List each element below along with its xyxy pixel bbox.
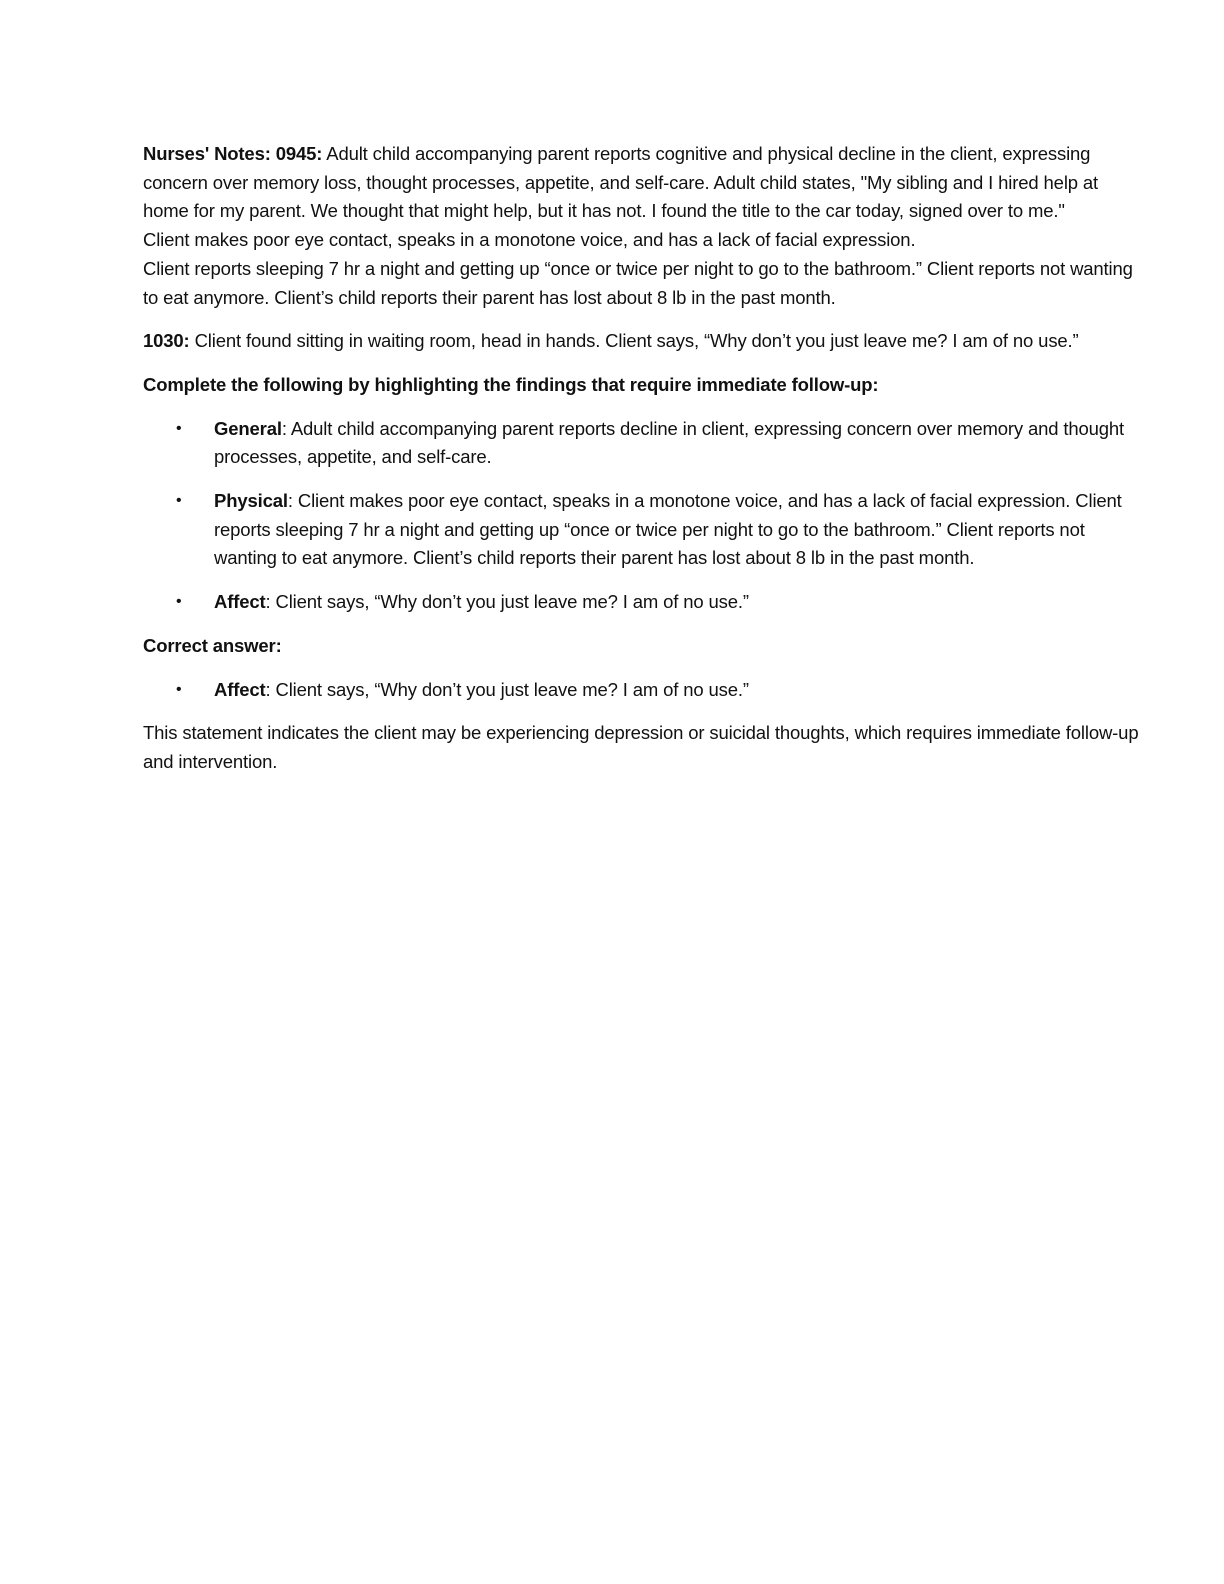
question-prompt: Complete the following by highlighting the findings that require immediate follow-up: [143, 373, 879, 395]
bullet-icon: • [176, 593, 182, 611]
time-1030-paragraph [143, 327, 1143, 356]
finding-item-general[interactable] [176, 415, 1143, 472]
time-1030-text: Client found sitting in waiting room, head in hands. Client says, “Why don’t you just leave me? I am of no use.” [189, 330, 1079, 352]
finding-label: General [214, 417, 282, 439]
document-page [143, 140, 1143, 777]
finding-text: : Client says, “Why don’t you just leave me? I am of no use.” [265, 591, 749, 613]
answer-text: : Client says, “Why don’t you just leave me? I am of no use.” [265, 678, 749, 700]
findings-list [143, 415, 1143, 617]
nurses-notes-sleep-appetite: Client reports sleeping 7 hr a night and getting up “once or twice per night to go to the bathroom.” Client reports not wanting to eat anymore. Client’s child reports their parent has lost about 8 lb in the past month. [143, 257, 1133, 308]
nurses-notes-observation: Client makes poor eye contact, speaks in a monotone voice, and has a lack of facial expression. [143, 229, 916, 251]
finding-label: Physical [214, 490, 288, 512]
nurses-notes-heading: Nurses' Notes: 0945: [143, 143, 323, 164]
finding-text: : Client makes poor eye contact, speaks in a monotone voice, and has a lack of facial expression. Client reports sleeping 7 hr a night and getting up “once or twice per night to go to the bathroom.” Client reports not wanting to eat anymore. Client’s child reports their parent has lost about 8 lb in the past month. [214, 490, 1122, 569]
answer-label: Affect [214, 678, 266, 700]
bullet-icon: • [176, 492, 182, 510]
correct-answer-heading: Correct answer: [143, 634, 282, 656]
finding-item-physical[interactable] [176, 487, 1143, 573]
finding-label: Affect [214, 591, 266, 613]
bullet-icon: • [176, 419, 182, 437]
time-1030-label: 1030: [143, 330, 190, 352]
answer-explanation: This statement indicates the client may be experiencing depression or suicidal thoughts, which requires immediate follow-up and intervention. [143, 722, 1139, 772]
finding-text: : Adult child accompanying parent reports decline in client, expressing concern over memory and thought processes, appetite, and self-care. [214, 417, 1125, 468]
nurses-notes-text: Adult child accompanying parent reports cognitive and physical decline in the client, expressing concern over memory loss, thought processes, appetite, and self-care. Adult child states, "My sibling and I hired help at home for my parent. We thought that might help, but it has not. I found the title to the car today, signed over to me." [143, 143, 1099, 222]
finding-item-affect[interactable] [176, 588, 1143, 617]
correct-answer-item [176, 676, 1143, 705]
bullet-icon: • [176, 680, 182, 698]
nurses-notes-paragraph [143, 140, 1143, 226]
correct-answer-list [143, 676, 1143, 705]
